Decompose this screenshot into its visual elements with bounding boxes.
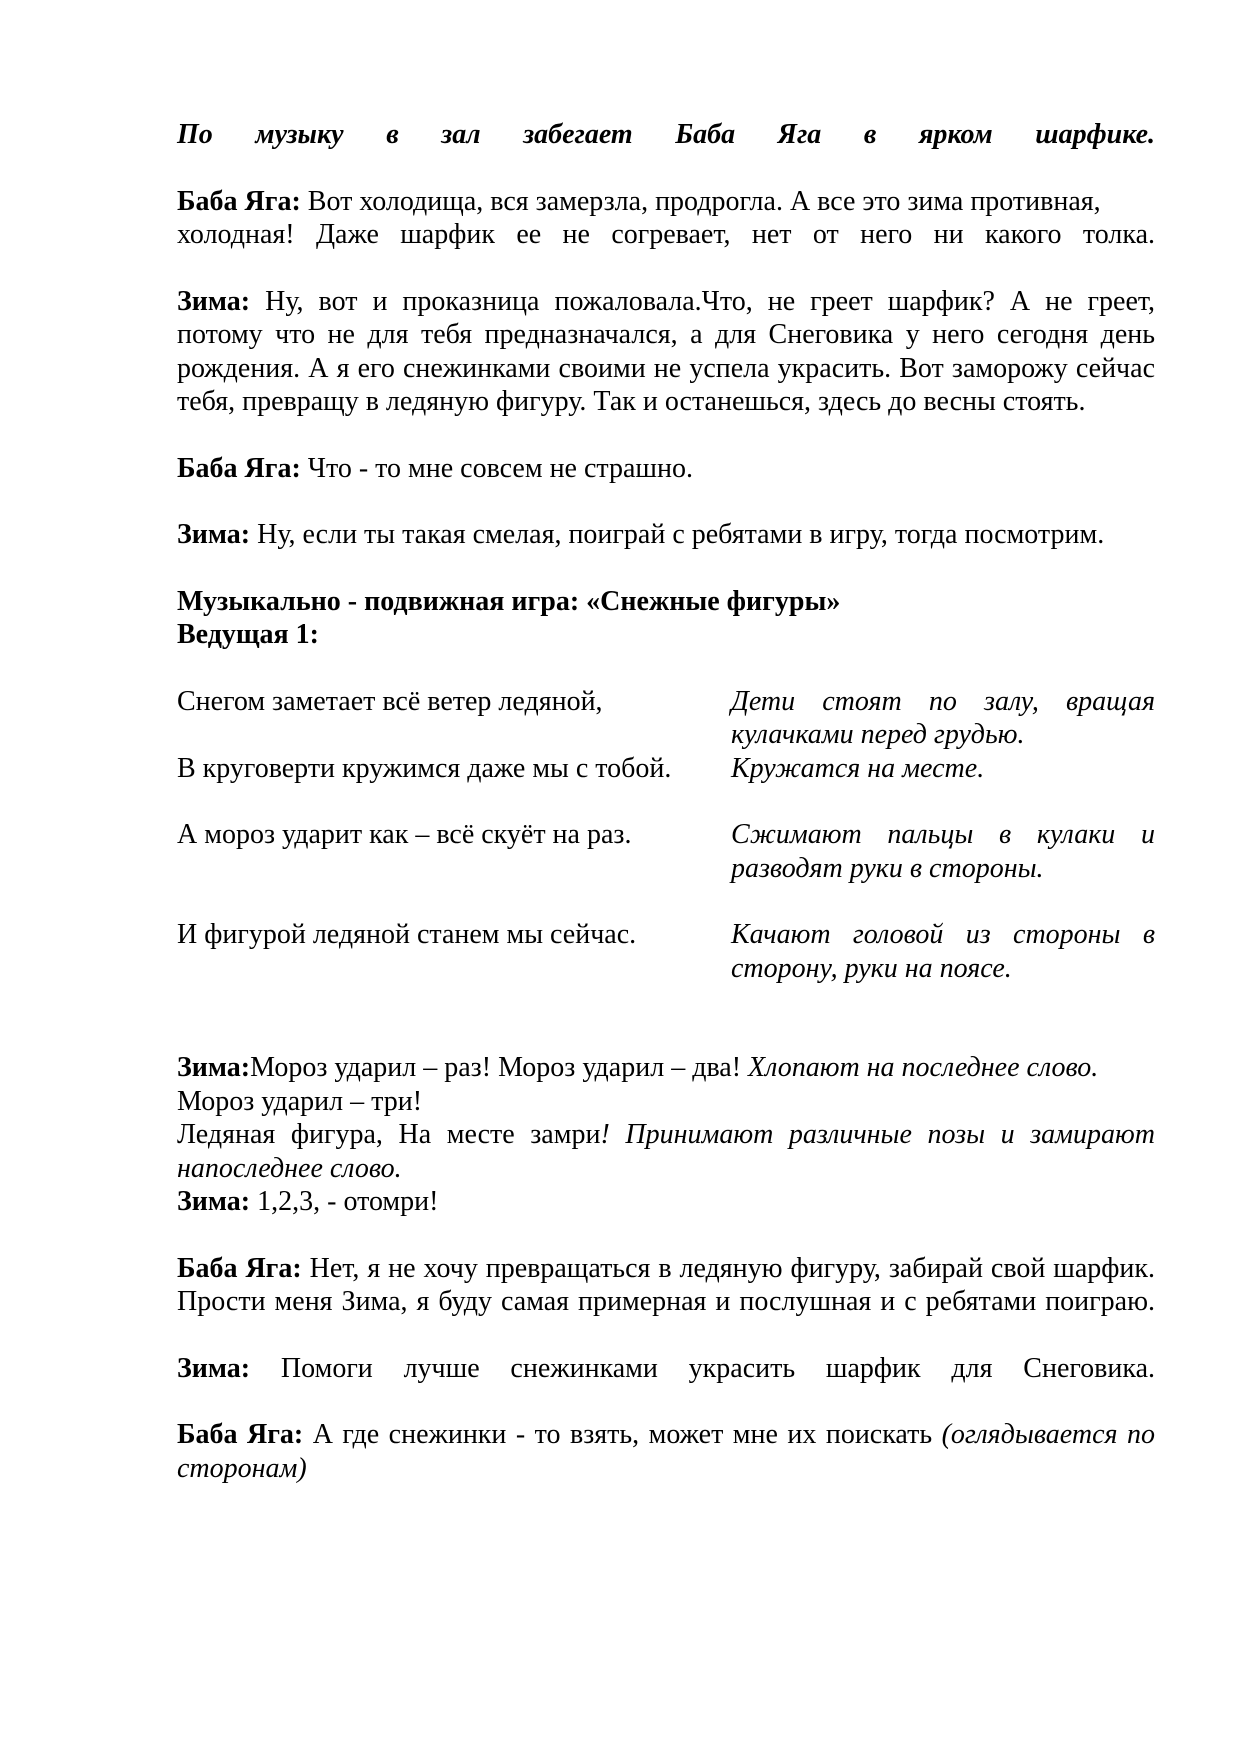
game-verse: Снегом заметает всё ветер ледяной,: [177, 685, 603, 717]
game-verse: И фигурой ледяной станем мы сейчас.: [177, 919, 637, 950]
game-row: [177, 818, 1155, 885]
game-verse: В круговерти кружимся даже мы с тобой.: [177, 752, 672, 784]
stage-direction-intro: По музыку в зал забегает Баба Яга в ярком шарфике.: [177, 119, 1155, 150]
game-action: Сжимают пальцы в кулаки и разводят руки в стороны.: [731, 819, 1155, 884]
dialogue-baba-yaga-2: Баба Яга: Что - то мне совсем не страшно.: [177, 452, 693, 484]
game-action: Качают головой из стороны в сторону, руки на поясе.: [731, 919, 1155, 984]
speaker-name: Баба Яга:: [177, 452, 301, 484]
dialogue-baba-yaga-1: Баба Яга: Вот холодища, вся замерзла, продрогла. А все это зима противная, холодная! Даже шарфик ее не согревает, нет от него ни какого толка.: [177, 185, 1155, 250]
game-row: [177, 752, 1155, 786]
speaker-name: Зима:: [177, 1186, 251, 1217]
game-verse: А мороз ударит как – всё скуёт на раз.: [177, 819, 632, 850]
dialogue-baba-yaga-3: Баба Яга: Нет, я не хочу превращаться в ледяную фигуру, забирай свой шарфик. Прости меня Зима, я буду самая примерная и послушная и с ребятами поиграю.: [177, 1252, 1155, 1317]
speaker-name: Баба Яга:: [177, 1252, 302, 1284]
game-title: Музыкально - подвижная игра: «Снежные фигуры»: [177, 585, 841, 617]
host-label: Ведущая 1:: [177, 619, 320, 650]
speaker-name: Баба Яга:: [177, 185, 301, 217]
speaker-name: Баба Яга:: [177, 1419, 304, 1450]
dialogue-zima-5: Зима: Помоги лучше снежинками украсить шарфик для Снеговика.: [177, 1352, 1155, 1384]
game-row: [177, 918, 1155, 985]
game-action: Дети стоят по залу, вращая кулачками перед грудью.: [731, 685, 1155, 750]
document-page: [177, 118, 1155, 1485]
dialogue-zima-3: Зима:Мороз ударил – раз! Мороз ударил – два! Хлопают на последнее слово. Мороз ударил – три! Ледяная фигура, На месте замри! Принимают различные позы и замирают напоследнее слово.: [177, 1052, 1155, 1184]
game-row: [177, 685, 1155, 752]
dialogue-zima-1: Зима: Ну, вот и проказница пожаловала.Что, не греет шарфик? А не греет, потому что не для тебя предназначался, а для Снеговика у него сегодня день рождения. А я его снежинками своими не успела украсить. Вот заморожу сейчас тебя, превращу в ледяную фигуру. Так и останешься, здесь до весны стоять.: [177, 285, 1155, 417]
speaker-name: Зима:: [177, 285, 251, 317]
dialogue-zima-2: Зима: Ну, если ты такая смелая, поиграй с ребятами в игру, тогда посмотрим.: [177, 519, 1105, 550]
speaker-name: Зима:: [177, 1352, 251, 1384]
speaker-name: Зима:: [177, 519, 251, 550]
dialogue-zima-4: Зима: 1,2,3, - отомри!: [177, 1186, 439, 1217]
speaker-name: Зима:: [177, 1052, 251, 1083]
game-action: Кружатся на месте.: [731, 752, 985, 784]
dialogue-baba-yaga-4: Баба Яга: А где снежинки - то взять, может мне их поискать (оглядывается по сторонам): [177, 1419, 1155, 1484]
